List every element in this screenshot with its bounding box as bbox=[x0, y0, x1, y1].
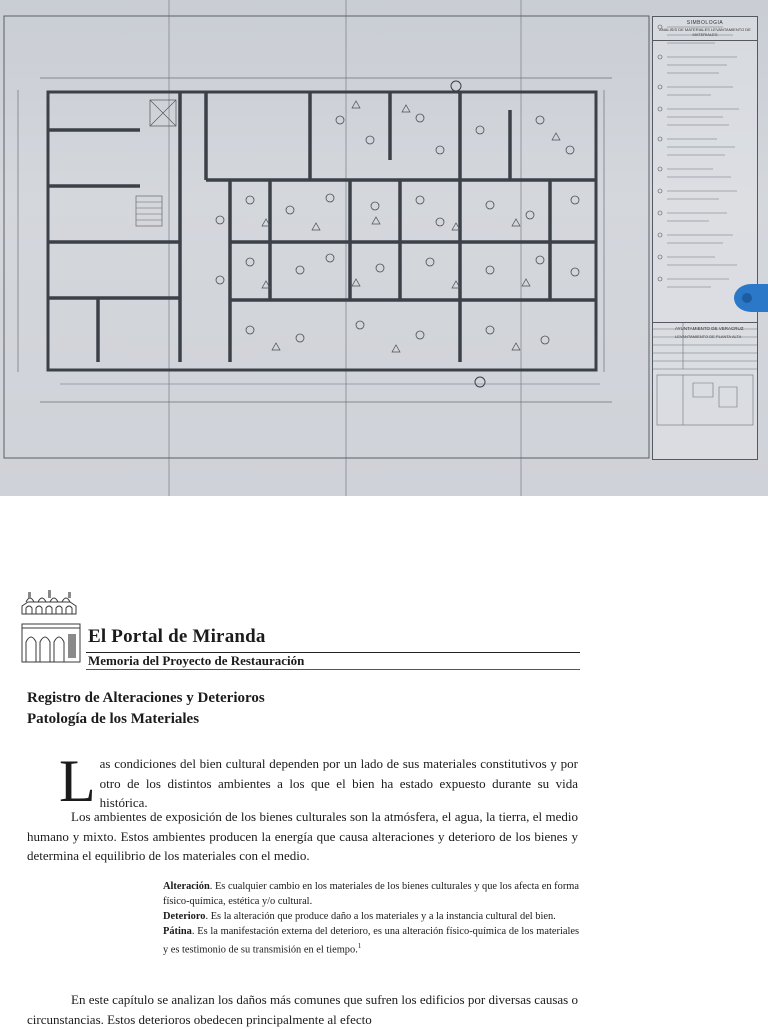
legend-entries bbox=[653, 17, 757, 317]
definition-text: . Es la manifestación externa del deterioro, es una alteración físico-química de los materiales y es testimonio de su transmisión en el tiempo. bbox=[163, 926, 579, 956]
definition-term: Deterioro bbox=[163, 911, 206, 922]
floor-plan-scan bbox=[0, 0, 768, 496]
definition-item bbox=[163, 924, 579, 957]
definition-text: . Es la alteración que produce daño a los materiales y a la instancia cultural del bien. bbox=[205, 911, 556, 922]
title-block-grid bbox=[653, 323, 757, 433]
header-rule-thin bbox=[86, 669, 580, 670]
definition-term: Pátina bbox=[163, 926, 192, 937]
section-heading-line1: Registro de Alteraciones y Deterioros bbox=[27, 690, 265, 706]
title-block bbox=[653, 322, 757, 340]
title-block-label: AYUNTAMIENTO DE VERACRUZ bbox=[675, 326, 744, 331]
definition-item bbox=[163, 879, 579, 909]
definition-term: Alteración bbox=[163, 881, 210, 892]
document-title: El Portal de Miranda bbox=[88, 626, 266, 647]
definitions-list bbox=[163, 879, 579, 957]
section-heading-line2: Patología de los Materiales bbox=[27, 711, 200, 727]
intro-text: as condiciones del bien cultural dependen por un lado de sus materiales constitutivos y por otro de los distintos ambientes a los que el bien ha estado expuesto durante su vida histórica. bbox=[99, 756, 578, 810]
drop-cap: L bbox=[59, 748, 96, 814]
intro-paragraph bbox=[27, 748, 578, 814]
plan-legend-block bbox=[652, 16, 758, 460]
document-subtitle: Memoria del Proyecto de Restauración bbox=[88, 653, 305, 668]
legend-title: SIMBOLOGIA bbox=[686, 20, 724, 26]
definition-text: . Es cualquier cambio en los materiales de los bienes culturales y que los afecta en forma físico-química, estética y/o cultural. bbox=[163, 881, 579, 907]
portal-logo bbox=[18, 584, 82, 666]
definition-item bbox=[163, 909, 579, 924]
paragraph-exposure: Los ambientes de exposición de los bienes culturales son la atmósfera, el agua, la tierra, el medio humano y mixto. Estos ambientes producen la energía que causa alteraciones y deterioro de los bienes y determina el equilibrio de los materiales con el medio. bbox=[27, 809, 578, 863]
binder-clip-icon bbox=[734, 284, 768, 312]
legend-subtitle: ANALISIS DE MATERIALES LEVANTAMIENTO DE MATERIALES bbox=[653, 26, 757, 41]
paragraph-chapter-intro: En este capítulo se analizan los daños más comunes que sufren los edificios por diversas causas o circunstancias. Estos deterioros obedecen principalmente al efecto bbox=[27, 992, 578, 1027]
section-heading bbox=[27, 688, 265, 730]
title-block-drawing: LEVANTAMIENTO DE PLANTA ALTA bbox=[675, 334, 742, 339]
footnote-marker: 1 bbox=[357, 942, 362, 950]
